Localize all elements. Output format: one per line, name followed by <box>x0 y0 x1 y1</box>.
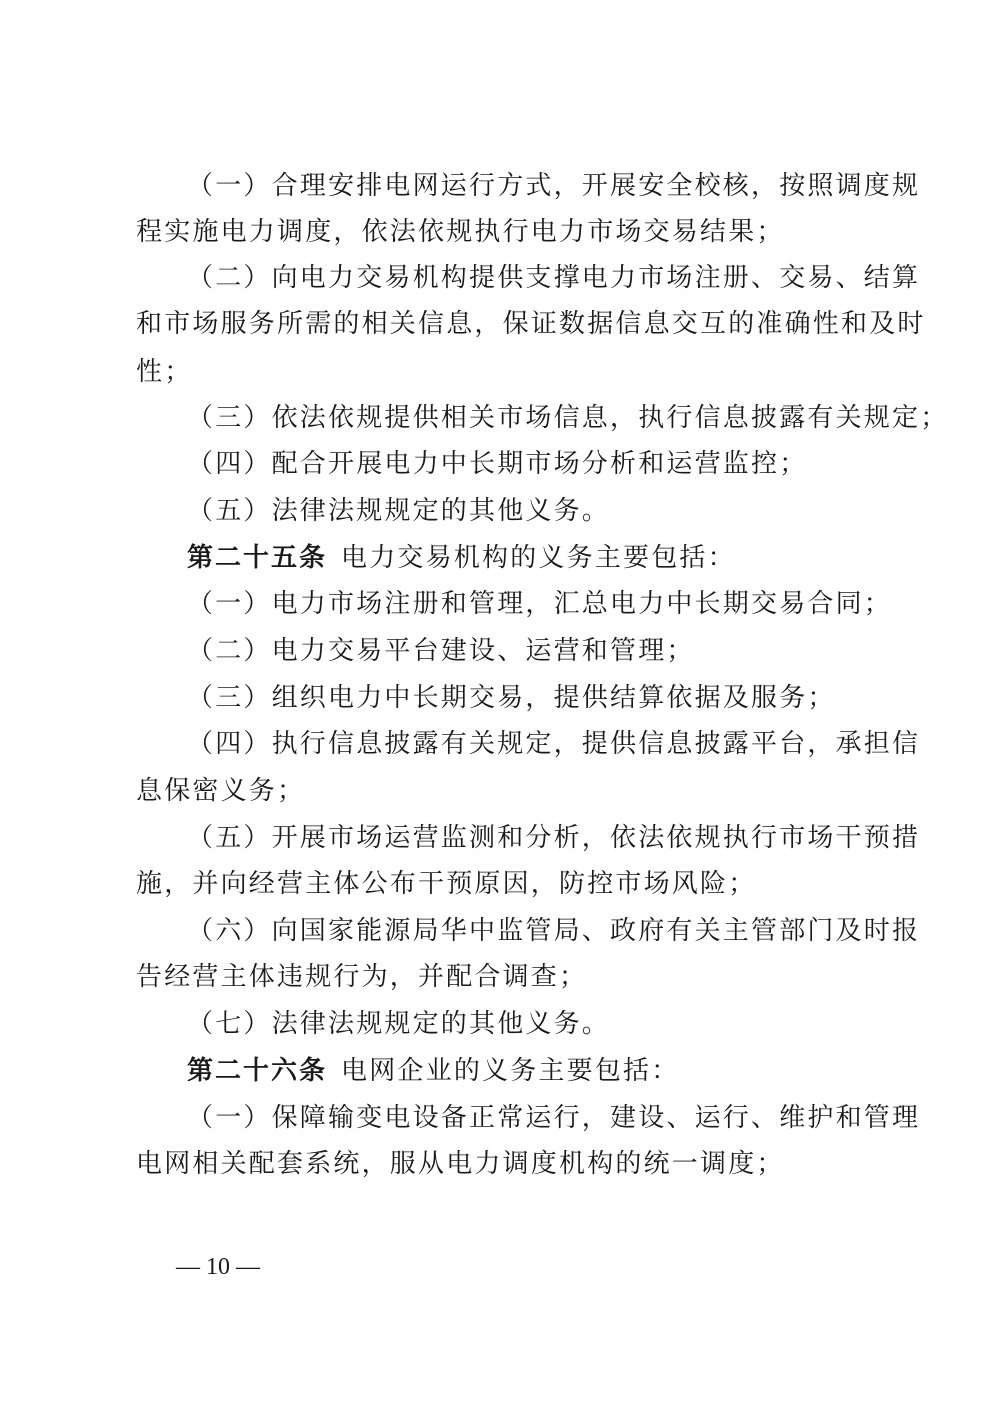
article-heading: 第二十五条 <box>187 543 328 573</box>
paragraph-line: （四）执行信息披露有关规定，提供信息披露平台，承担信 <box>187 729 921 759</box>
paragraph-line: （五）法律法规规定的其他义务。 <box>187 496 611 526</box>
paragraph-line: （三）依法依规提供相关市场信息，执行信息披露有关规定； <box>187 403 949 433</box>
paragraph-line: （七）法律法规规定的其他义务。 <box>187 1009 611 1039</box>
article-lead: 电网企业的义务主要包括： <box>341 1056 680 1086</box>
paragraph-line: 电网相关配套系统，服从电力调度机构的统一调度； <box>136 1149 785 1179</box>
paragraph-line: 和市场服务所需的相关信息，保证数据信息交互的准确性和及时 <box>136 309 926 339</box>
paragraph-line: （四）配合开展电力中长期市场分析和运营监控； <box>187 449 808 479</box>
paragraph-line: 告经营主体违规行为，并配合调查； <box>136 962 588 992</box>
article-heading: 第二十六条 <box>187 1056 328 1086</box>
paragraph-line: （一）合理安排电网运行方式，开展安全校核，按照调度规 <box>187 171 921 201</box>
paragraph-line: 息保密义务； <box>136 776 306 806</box>
paragraph-line: （二）向电力交易机构提供支撑电力市场注册、交易、结算 <box>187 263 921 293</box>
paragraph-line: 程实施电力调度，依法依规执行电力市场交易结果； <box>136 217 785 247</box>
page-number: — 10 — <box>176 1254 260 1280</box>
paragraph-line: 性； <box>136 357 193 387</box>
article-25 <box>187 535 736 581</box>
paragraph-line: （三）组织电力中长期交易，提供结算依据及服务； <box>187 683 836 713</box>
paragraph-line: （六）向国家能源局华中监管局、政府有关主管部门及时报 <box>187 916 921 946</box>
article-26 <box>187 1048 679 1094</box>
paragraph-line: （一）保障输变电设备正常运行，建设、运行、维护和管理 <box>187 1103 921 1133</box>
paragraph-line: （二）电力交易平台建设、运营和管理； <box>187 636 695 666</box>
article-lead: 电力交易机构的义务主要包括： <box>341 543 736 573</box>
paragraph-line: （一）电力市场注册和管理，汇总电力中长期交易合同； <box>187 589 893 619</box>
paragraph-line: 施，并向经营主体公布干预原因，防控市场风险； <box>136 869 757 899</box>
paragraph-line: （五）开展市场运营监测和分析，依法依规执行市场干预措 <box>187 823 921 853</box>
